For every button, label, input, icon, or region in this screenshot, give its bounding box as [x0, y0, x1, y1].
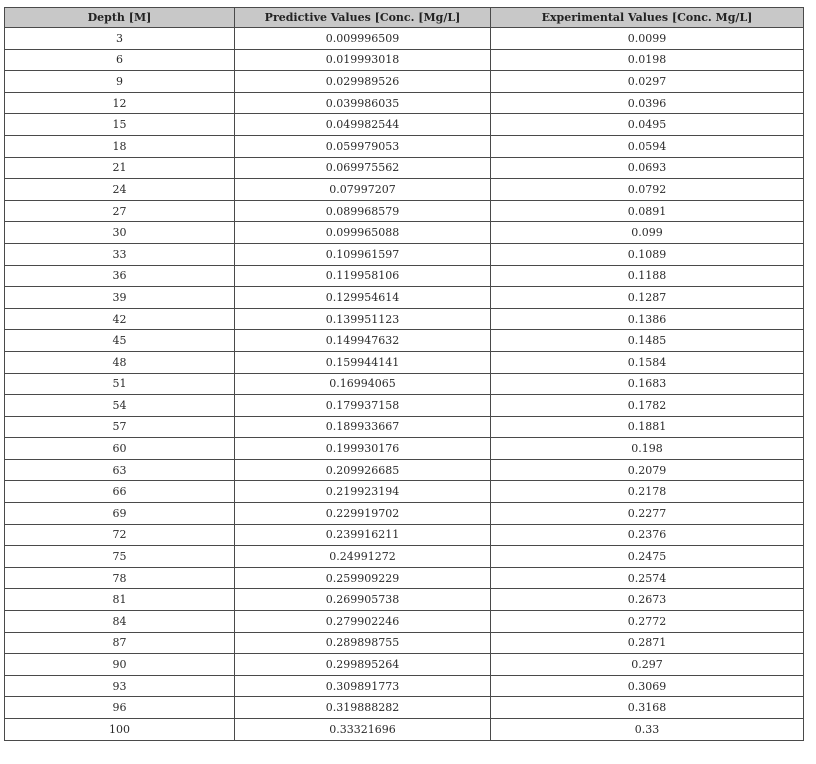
table-row: [5, 330, 804, 352]
table-row: [5, 654, 804, 676]
cell-experimental-value: 0.0792: [491, 179, 804, 201]
cell-experimental-value: 0.3168: [491, 697, 804, 719]
table-row: [5, 49, 804, 71]
cell-predictive-value: 0.159944141: [235, 351, 491, 373]
cell-predictive-value: 0.059979053: [235, 135, 491, 157]
table-row: [5, 395, 804, 417]
table-row: [5, 632, 804, 654]
cell-predictive-value: 0.24991272: [235, 546, 491, 568]
table-row: [5, 697, 804, 719]
cell-depth: 24: [5, 179, 235, 201]
cell-experimental-value: 0.198: [491, 438, 804, 460]
table-row: [5, 719, 804, 741]
table-row: [5, 200, 804, 222]
cell-experimental-value: 0.1287: [491, 287, 804, 309]
table-row: [5, 351, 804, 373]
cell-experimental-value: 0.0594: [491, 135, 804, 157]
cell-depth: 9: [5, 71, 235, 93]
cell-predictive-value: 0.089968579: [235, 200, 491, 222]
table-body: [5, 28, 804, 741]
cell-predictive-value: 0.199930176: [235, 438, 491, 460]
cell-depth: 63: [5, 459, 235, 481]
table-row: [5, 243, 804, 265]
cell-experimental-value: 0.2079: [491, 459, 804, 481]
header-depth: Depth [M]: [5, 8, 235, 28]
cell-predictive-value: 0.289898755: [235, 632, 491, 654]
cell-predictive-value: 0.139951123: [235, 308, 491, 330]
table-row: [5, 135, 804, 157]
table-row: [5, 71, 804, 93]
table-row: [5, 546, 804, 568]
cell-experimental-value: 0.1584: [491, 351, 804, 373]
cell-depth: 57: [5, 416, 235, 438]
cell-predictive-value: 0.219923194: [235, 481, 491, 503]
cell-depth: 33: [5, 243, 235, 265]
cell-depth: 6: [5, 49, 235, 71]
cell-experimental-value: 0.33: [491, 719, 804, 741]
cell-predictive-value: 0.119958106: [235, 265, 491, 287]
cell-experimental-value: 0.2574: [491, 567, 804, 589]
cell-experimental-value: 0.1782: [491, 395, 804, 417]
cell-depth: 69: [5, 503, 235, 525]
cell-predictive-value: 0.109961597: [235, 243, 491, 265]
cell-depth: 75: [5, 546, 235, 568]
table-row: [5, 114, 804, 136]
cell-predictive-value: 0.129954614: [235, 287, 491, 309]
table-row: [5, 611, 804, 633]
table-row: [5, 222, 804, 244]
cell-experimental-value: 0.2277: [491, 503, 804, 525]
cell-predictive-value: 0.099965088: [235, 222, 491, 244]
cell-predictive-value: 0.009996509: [235, 28, 491, 50]
cell-depth: 100: [5, 719, 235, 741]
cell-depth: 3: [5, 28, 235, 50]
cell-depth: 78: [5, 567, 235, 589]
cell-experimental-value: 0.1386: [491, 308, 804, 330]
cell-experimental-value: 0.0891: [491, 200, 804, 222]
cell-depth: 18: [5, 135, 235, 157]
cell-predictive-value: 0.299895264: [235, 654, 491, 676]
cell-predictive-value: 0.309891773: [235, 675, 491, 697]
table-header: [5, 8, 804, 28]
cell-experimental-value: 0.0198: [491, 49, 804, 71]
table-row: [5, 567, 804, 589]
cell-experimental-value: 0.1089: [491, 243, 804, 265]
cell-experimental-value: 0.3069: [491, 675, 804, 697]
cell-predictive-value: 0.229919702: [235, 503, 491, 525]
table-row: [5, 416, 804, 438]
table-row: [5, 308, 804, 330]
cell-experimental-value: 0.1683: [491, 373, 804, 395]
cell-experimental-value: 0.0297: [491, 71, 804, 93]
cell-experimental-value: 0.2178: [491, 481, 804, 503]
cell-predictive-value: 0.239916211: [235, 524, 491, 546]
cell-depth: 81: [5, 589, 235, 611]
cell-experimental-value: 0.0396: [491, 92, 804, 114]
table-row: [5, 28, 804, 50]
cell-depth: 54: [5, 395, 235, 417]
cell-depth: 87: [5, 632, 235, 654]
table-row: [5, 265, 804, 287]
cell-predictive-value: 0.07997207: [235, 179, 491, 201]
cell-depth: 90: [5, 654, 235, 676]
cell-predictive-value: 0.019993018: [235, 49, 491, 71]
cell-predictive-value: 0.149947632: [235, 330, 491, 352]
cell-depth: 21: [5, 157, 235, 179]
header-row: [5, 8, 804, 28]
cell-experimental-value: 0.2475: [491, 546, 804, 568]
table-row: [5, 373, 804, 395]
table-row: [5, 524, 804, 546]
cell-predictive-value: 0.069975562: [235, 157, 491, 179]
cell-experimental-value: 0.1485: [491, 330, 804, 352]
cell-depth: 93: [5, 675, 235, 697]
cell-depth: 45: [5, 330, 235, 352]
cell-predictive-value: 0.279902246: [235, 611, 491, 633]
cell-experimental-value: 0.0099: [491, 28, 804, 50]
cell-depth: 84: [5, 611, 235, 633]
cell-predictive-value: 0.269905738: [235, 589, 491, 611]
table-row: [5, 438, 804, 460]
cell-experimental-value: 0.099: [491, 222, 804, 244]
table-row: [5, 92, 804, 114]
cell-predictive-value: 0.189933667: [235, 416, 491, 438]
cell-depth: 39: [5, 287, 235, 309]
cell-experimental-value: 0.1881: [491, 416, 804, 438]
header-predictive-values: Predictive Values [Conc. [Mg/L]: [235, 8, 491, 28]
cell-experimental-value: 0.2772: [491, 611, 804, 633]
cell-experimental-value: 0.0693: [491, 157, 804, 179]
cell-experimental-value: 0.297: [491, 654, 804, 676]
cell-depth: 60: [5, 438, 235, 460]
table-row: [5, 589, 804, 611]
cell-depth: 15: [5, 114, 235, 136]
table-row: [5, 459, 804, 481]
cell-depth: 51: [5, 373, 235, 395]
cell-predictive-value: 0.039986035: [235, 92, 491, 114]
table-row: [5, 675, 804, 697]
cell-predictive-value: 0.259909229: [235, 567, 491, 589]
cell-depth: 66: [5, 481, 235, 503]
data-table-container: [4, 7, 803, 741]
cell-experimental-value: 0.2376: [491, 524, 804, 546]
cell-experimental-value: 0.1188: [491, 265, 804, 287]
cell-depth: 12: [5, 92, 235, 114]
cell-depth: 30: [5, 222, 235, 244]
cell-depth: 27: [5, 200, 235, 222]
cell-predictive-value: 0.16994065: [235, 373, 491, 395]
cell-experimental-value: 0.2871: [491, 632, 804, 654]
cell-predictive-value: 0.319888282: [235, 697, 491, 719]
cell-depth: 96: [5, 697, 235, 719]
depth-concentration-table: [4, 7, 804, 741]
cell-predictive-value: 0.33321696: [235, 719, 491, 741]
cell-depth: 42: [5, 308, 235, 330]
cell-experimental-value: 0.2673: [491, 589, 804, 611]
cell-predictive-value: 0.209926685: [235, 459, 491, 481]
cell-depth: 72: [5, 524, 235, 546]
cell-predictive-value: 0.049982544: [235, 114, 491, 136]
cell-predictive-value: 0.029989526: [235, 71, 491, 93]
table-row: [5, 481, 804, 503]
table-row: [5, 179, 804, 201]
table-row: [5, 157, 804, 179]
cell-predictive-value: 0.179937158: [235, 395, 491, 417]
header-experimental-values: Experimental Values [Conc. Mg/L]: [491, 8, 804, 28]
table-row: [5, 287, 804, 309]
cell-depth: 48: [5, 351, 235, 373]
cell-depth: 36: [5, 265, 235, 287]
cell-experimental-value: 0.0495: [491, 114, 804, 136]
table-row: [5, 503, 804, 525]
